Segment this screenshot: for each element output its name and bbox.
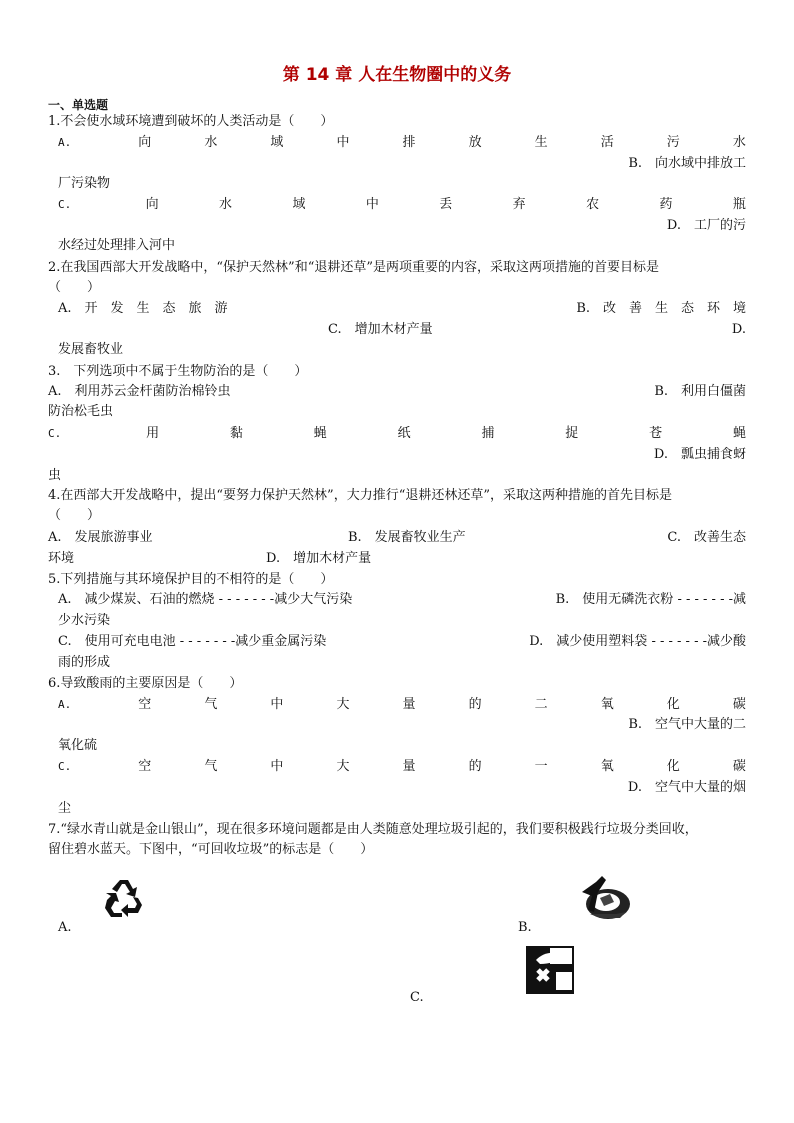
q4-option-b[interactable]: B. 发展畜牧业生产 bbox=[348, 530, 466, 545]
q6-c-char: 中 bbox=[270, 759, 284, 774]
q4-stem: 4.在西部大开发战略中，提出“要努力保护天然林”，大力推行“退耕还林还草”，采取这两种措施的首先目标是 bbox=[48, 488, 672, 503]
q1-a-char: 水 bbox=[204, 135, 218, 150]
q5-option-b[interactable]: B. 使用无磷洗衣粉 - - - - - - -减 bbox=[555, 592, 746, 607]
q1-option-d-cont: 水经过处理排入河中 bbox=[58, 238, 176, 253]
q3-option-c[interactable] bbox=[48, 424, 746, 443]
q1-a-char: 放 bbox=[468, 135, 482, 150]
q6-option-d[interactable]: D. 空气中大量的烟 bbox=[627, 780, 746, 795]
q6-stem: 6.导致酸雨的主要原因是（ ） bbox=[48, 676, 243, 691]
q6-option-a[interactable] bbox=[58, 695, 746, 714]
q1-c-char: 水 bbox=[219, 197, 233, 212]
q5-stem: 5.下列措施与其环境保护目的不相符的是（ ） bbox=[48, 572, 334, 587]
q4-option-c[interactable]: C. 改善生态 bbox=[667, 530, 746, 545]
q1-c-char: 域 bbox=[292, 197, 306, 212]
q6-a-char: 二 bbox=[534, 697, 548, 712]
q2-stem-cont: （ ） bbox=[48, 280, 101, 295]
q3-c-char: 捉 bbox=[565, 426, 579, 441]
q1-option-a[interactable] bbox=[58, 133, 746, 152]
q3-c-char: 纸 bbox=[397, 426, 411, 441]
page-title: 第 14 章 人在生物圈中的义务 bbox=[282, 65, 512, 85]
q2-option-d-cont: 发展畜牧业 bbox=[58, 342, 124, 357]
q6-c-char: 空 bbox=[138, 759, 152, 774]
q3-option-b-cont: 防治松毛虫 bbox=[48, 404, 114, 419]
q3-option-b[interactable]: B. 利用白僵菌 bbox=[654, 384, 746, 399]
q5-option-c[interactable]: C. 使用可充电电池 - - - - - - -减少重金属污染 bbox=[58, 634, 327, 649]
q1-a-label: A. bbox=[58, 136, 72, 149]
q1-option-d[interactable]: D. 工厂的污 bbox=[666, 218, 746, 233]
q3-c-label: C. bbox=[48, 427, 62, 440]
q6-c-char: 化 bbox=[666, 759, 680, 774]
q1-c-char: 弃 bbox=[512, 197, 526, 212]
q3-option-d[interactable]: D. 瓢虫捕食蚜 bbox=[653, 447, 746, 462]
q6-a-label: A. bbox=[58, 698, 72, 711]
q6-option-b-cont: 氧化硫 bbox=[58, 738, 98, 753]
q5-option-d-cont: 雨的形成 bbox=[58, 655, 111, 670]
q4-option-c-cont: 环境 bbox=[48, 551, 75, 566]
q6-option-c[interactable] bbox=[58, 757, 746, 776]
q6-c-char: 气 bbox=[204, 759, 218, 774]
q7-stem: 7.“绿水青山就是金山银山”，现在很多环境问题都是由人类随意处理垃圾引起的，我们要积极践行垃圾分类回收， bbox=[48, 822, 698, 837]
q6-c-char: 量 bbox=[402, 759, 416, 774]
q2-option-b[interactable]: B. 改 善 生 态 环 境 bbox=[576, 301, 746, 316]
q1-c-char: 药 bbox=[659, 197, 673, 212]
q2-option-a[interactable]: A. 开 发 生 态 旅 游 bbox=[58, 301, 228, 316]
q1-a-char: 水 bbox=[732, 135, 746, 150]
q4-option-d[interactable]: D. 增加木材产量 bbox=[266, 551, 372, 566]
q3-c-char: 苍 bbox=[649, 426, 663, 441]
q6-a-char: 空 bbox=[138, 697, 152, 712]
q3-c-char: 捕 bbox=[481, 426, 495, 441]
q6-c-char: 碳 bbox=[732, 759, 746, 774]
q1-a-char: 中 bbox=[336, 135, 350, 150]
q6-a-char: 气 bbox=[204, 697, 218, 712]
q1-c-char: 农 bbox=[586, 197, 600, 212]
q6-a-char: 氧 bbox=[600, 697, 614, 712]
q6-a-char: 的 bbox=[468, 697, 482, 712]
q3-c-char: 用 bbox=[146, 426, 160, 441]
hazard-waste-icon[interactable] bbox=[576, 872, 634, 922]
q3-option-a[interactable]: A. 利用苏云金杆菌防治棉铃虫 bbox=[48, 384, 231, 399]
q1-a-char: 活 bbox=[600, 135, 614, 150]
q3-c-char: 黏 bbox=[229, 426, 243, 441]
q1-a-char: 生 bbox=[534, 135, 548, 150]
q6-a-char: 化 bbox=[666, 697, 680, 712]
section-heading: 一、单选题 bbox=[48, 98, 109, 112]
q3-stem: 3. 下列选项中不属于生物防治的是（ ） bbox=[48, 364, 308, 379]
q7-option-b[interactable]: B. bbox=[518, 920, 532, 935]
q2-option-c[interactable]: C. 增加木材产量 bbox=[328, 322, 433, 337]
q6-c-char: 的 bbox=[468, 759, 482, 774]
q5-option-a[interactable]: A. 减少煤炭、石油的燃烧 - - - - - - -减少大气污染 bbox=[58, 592, 353, 607]
q4-option-a[interactable]: A. 发展旅游事业 bbox=[48, 530, 153, 545]
kitchen-waste-icon[interactable] bbox=[526, 946, 574, 994]
q5-option-b-cont: 少水污染 bbox=[58, 613, 111, 628]
q2-stem: 2.在我国西部大开发战略中，“保护天然林”和“退耕还草”是两项重要的内容，采取这两项措施的首要目标是 bbox=[48, 260, 659, 275]
q1-option-b-cont: 厂污染物 bbox=[58, 176, 111, 191]
q1-c-char: 丢 bbox=[439, 197, 453, 212]
q1-option-c[interactable] bbox=[58, 195, 746, 214]
q3-option-d-cont: 虫 bbox=[48, 468, 62, 483]
q6-c-label: C. bbox=[58, 760, 72, 773]
q1-c-char: 中 bbox=[365, 197, 379, 212]
q5-option-d[interactable]: D. 减少使用塑料袋 - - - - - - -减少酸 bbox=[529, 634, 746, 649]
q7-option-a[interactable]: A. bbox=[58, 920, 72, 935]
q6-c-char: 大 bbox=[336, 759, 350, 774]
q1-c-label: C. bbox=[58, 198, 72, 211]
q1-a-char: 污 bbox=[666, 135, 680, 150]
q6-a-char: 中 bbox=[270, 697, 284, 712]
q6-option-d-cont: 尘 bbox=[58, 801, 72, 816]
q6-option-b[interactable]: B. 空气中大量的二 bbox=[628, 717, 746, 732]
q1-stem: 1.不会使水域环境遭到破坏的人类活动是（ ） bbox=[48, 114, 334, 129]
q6-c-char: 氧 bbox=[600, 759, 614, 774]
q7-option-c[interactable]: C. bbox=[410, 990, 424, 1005]
q1-a-char: 向 bbox=[138, 135, 152, 150]
q3-c-char: 蝇 bbox=[732, 426, 746, 441]
q6-a-char: 量 bbox=[402, 697, 416, 712]
q7-stem-cont: 留住碧水蓝天。下图中，“可回收垃圾”的标志是（ ） bbox=[48, 842, 374, 857]
q1-c-char: 瓶 bbox=[732, 197, 746, 212]
q1-a-char: 域 bbox=[270, 135, 284, 150]
q2-option-d[interactable]: D. bbox=[731, 322, 746, 337]
q6-a-char: 大 bbox=[336, 697, 350, 712]
q1-option-b[interactable]: B. 向水域中排放工 bbox=[628, 156, 746, 171]
q3-c-char: 蝇 bbox=[313, 426, 327, 441]
recycle-icon[interactable] bbox=[102, 876, 146, 920]
q6-c-char: 一 bbox=[534, 759, 548, 774]
q6-a-char: 碳 bbox=[732, 697, 746, 712]
q1-c-char: 向 bbox=[145, 197, 159, 212]
q1-a-char: 排 bbox=[402, 135, 416, 150]
q4-stem-cont: （ ） bbox=[48, 508, 101, 523]
